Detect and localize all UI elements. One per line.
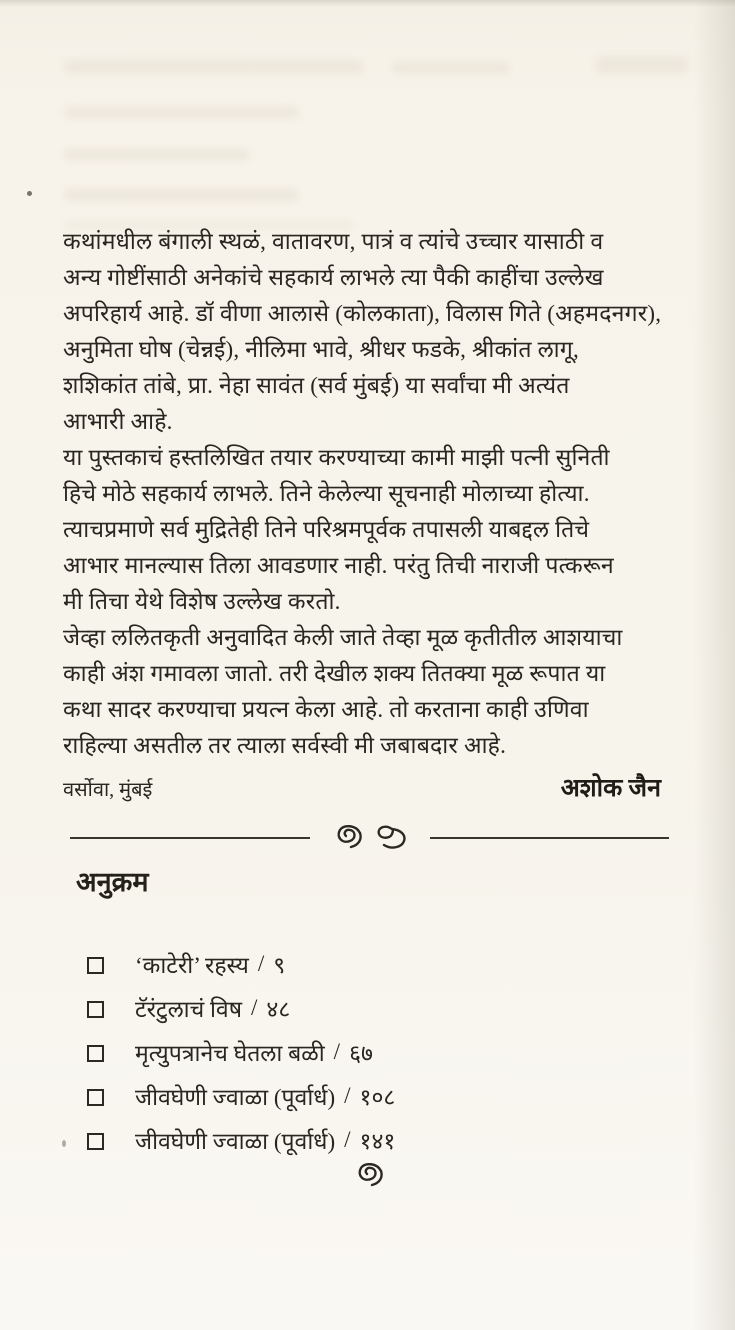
preface-line: आभार मानल्यास तिला आवडणार नाही. परंतु तिची नाराजी पत्करून: [63, 553, 614, 578]
toc-page-number: ४८: [266, 997, 291, 1022]
preface-line: मी तिचा येथे विशेष उल्लेख करतो.: [63, 589, 341, 614]
toc-title: जीवघेणी ज्वाळा (पूर्वार्ध): [135, 1129, 336, 1154]
preface-line: जेव्हा ललितकृती अनुवादित केली जाते तेव्हा मूळ कृतीतील आशयाचा: [63, 625, 623, 650]
toc-row: [87, 986, 395, 1030]
scan-speck: [27, 191, 32, 196]
toc-separator: /: [333, 1039, 341, 1064]
bleed-through-smudge: [392, 62, 510, 74]
divider-rule-left: [70, 837, 310, 839]
checkbox-icon: [87, 1045, 104, 1062]
scan-speck: [62, 1140, 66, 1147]
place-line: वर्सोवा, मुंबई: [63, 779, 153, 801]
divider-rule-right: [430, 837, 670, 839]
preface-line: अनुमिता घोष (चेन्नई), नीलिमा भावे, श्रीधर फडके, श्रीकांत लागू,: [63, 337, 579, 362]
toc-page-number: ६७: [349, 1041, 373, 1066]
checkbox-icon: [87, 957, 104, 974]
preface-line: राहिल्या असतील तर त्याला सर्वस्वी मी जबाबदार आहे.: [63, 733, 507, 758]
toc-separator: /: [257, 951, 265, 976]
toc-row: [87, 942, 395, 986]
toc-row: [87, 1074, 395, 1118]
preface-line: अन्य गोष्टींसाठी अनेकांचे सहकार्य लाभले त्या पैकी काहींचा उल्लेख: [63, 265, 604, 290]
author-signature: अशोक जैन: [560, 775, 661, 802]
signature-row: [63, 770, 677, 804]
preface-line: शशिकांत तांबे, प्रा. नेहा सावंत (सर्व मुंबई) या सर्वांचा मी अत्यंत: [63, 373, 570, 398]
toc-title: मृत्युपत्रानेच घेतला बळी: [135, 1041, 325, 1066]
page-ornament-icon: [342, 1158, 388, 1190]
section-divider: [70, 820, 669, 856]
toc-title: जीवघेणी ज्वाळा (पूर्वार्ध): [135, 1085, 336, 1110]
preface-line: या पुस्तकाचं हस्तलिखित तयार करण्याच्या कामी माझी पत्नी सुनिती: [63, 445, 610, 470]
checkbox-icon: [87, 1133, 104, 1150]
toc-page-number: १०८: [359, 1085, 396, 1110]
toc-heading: अनुक्रम: [76, 867, 149, 897]
toc-list: [87, 942, 395, 1162]
preface-line: त्याचप्रमाणे सर्व मुद्रितेही तिने परिश्रमपूर्वक तपासली याबद्दल तिचे: [63, 517, 590, 542]
preface-line: हिचे मोठे सहकार्य लाभले. तिने केलेल्या सूचनाही मोलाच्या होत्या.: [63, 481, 590, 506]
preface-line: काही अंश गमावला जातो. तरी देखील शक्य तितक्या मूळ रूपात या: [63, 661, 606, 686]
toc-separator: /: [251, 995, 258, 1020]
bleed-through-smudge: [596, 56, 688, 74]
bleed-through-smudge: [64, 188, 299, 202]
checkbox-icon: [87, 1001, 104, 1018]
toc-row: [87, 1030, 395, 1074]
bleed-through-smudge: [64, 148, 249, 161]
preface-line: अपरिहार्य आहे. डॉ वीणा आलासे (कोलकाता), विलास गिते (अहमदनगर),: [63, 301, 662, 326]
bleed-through-smudge: [64, 106, 299, 119]
toc-page-number: ९: [273, 953, 286, 978]
checkbox-icon: [87, 1089, 104, 1106]
toc-separator: /: [344, 1083, 351, 1108]
preface-line: आभारी आहे.: [63, 409, 173, 434]
toc-title: टॅरंटुलाचं विष: [135, 997, 243, 1022]
toc-separator: /: [344, 1127, 351, 1152]
bleed-through-smudge: [64, 60, 364, 74]
preface-text: [63, 224, 679, 764]
preface-line: कथांमधील बंगाली स्थळं, वातावरण, पात्रं व त्यांचे उच्चार यासाठी व: [63, 229, 604, 254]
toc-page-number: १४१: [359, 1129, 396, 1154]
toc-row: [87, 1118, 395, 1162]
toc-title: ‘काटेरी’ रहस्य: [135, 953, 249, 978]
preface-line: कथा सादर करण्याचा प्रयत्न केला आहे. तो करताना काही उणिवा: [63, 697, 589, 722]
page-footer: [0, 1158, 729, 1190]
divider-ornament-icon: [322, 821, 418, 855]
